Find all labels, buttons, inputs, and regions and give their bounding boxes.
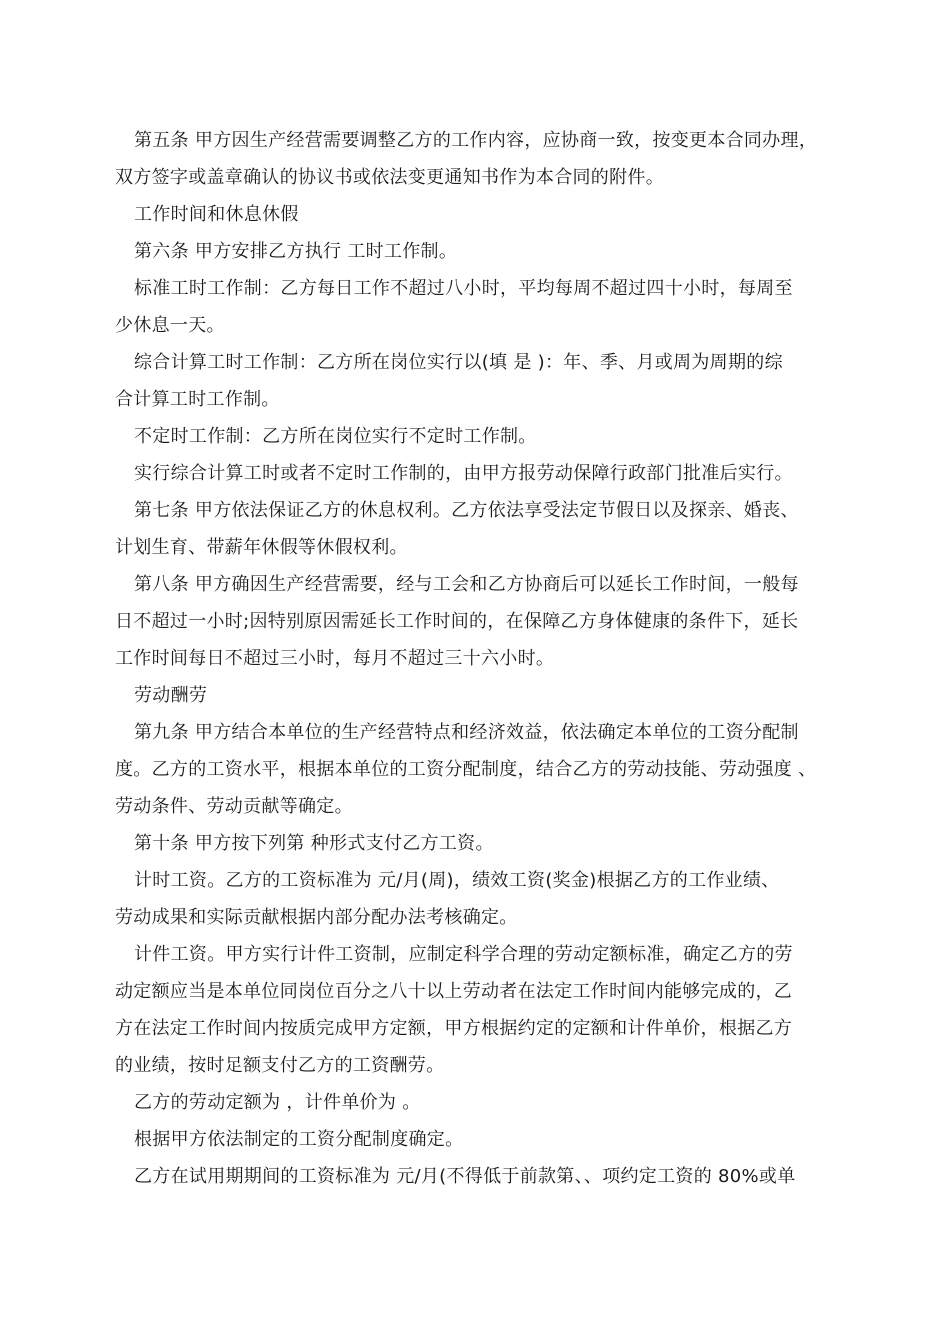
text-line: 综合计算工时工作制：乙方所在岗位实行以(填 是 )：年、季、月或周为周期的综 (134, 352, 783, 373)
text-line: 第十条 甲方按下列第 种形式支付乙方工资。 (134, 833, 494, 854)
text-line: 乙方在试用期期间的工资标准为 元/月(不得低于前款第、、项约定工资的 80%或单 (134, 1166, 796, 1187)
text-line: 工作时间每日不超过三小时，每月不超过三十六小时。 (115, 648, 555, 669)
text-line: 的业绩，按时足额支付乙方的工资酬劳。 (115, 1055, 445, 1076)
paragraph (115, 344, 845, 418)
text-line: 第五条 甲方因生产经营需要调整乙方的工作内容，应协商一致，按变更本合同办理， (134, 130, 818, 151)
paragraph (115, 196, 845, 233)
document-body (115, 122, 845, 1195)
paragraph (115, 825, 845, 862)
text-line: 度。乙方的工资水平，根据本单位的工资分配制度，结合乙方的劳动技能、劳动强度 、 (115, 759, 817, 780)
text-line: 劳动成果和实际贡献根据内部分配办法考核确定。 (115, 907, 518, 928)
text-line: 不定时工作制：乙方所在岗位实行不定时工作制。 (134, 426, 537, 447)
paragraph (115, 122, 845, 196)
paragraph (115, 492, 845, 566)
text-line: 根据甲方依法制定的工资分配制度确定。 (134, 1129, 464, 1150)
text-line: 计时工资。乙方的工资标准为 元/月(周)，绩效工资(奖金)根据乙方的工作业绩、 (134, 870, 780, 891)
text-line: 实行综合计算工时或者不定时工作制的，由甲方报劳动保障行政部门批准后实行。 (134, 463, 793, 484)
text-line: 计划生育、带薪年休假等休假权利。 (115, 537, 408, 558)
paragraph (115, 566, 845, 677)
paragraph (115, 455, 845, 492)
paragraph (115, 418, 845, 455)
text-line: 第九条 甲方结合本单位的生产经营特点和经济效益，依法确定本单位的工资分配制 (134, 722, 799, 743)
paragraph (115, 1121, 845, 1158)
text-line: 第六条 甲方安排乙方执行 工时工作制。 (134, 241, 458, 262)
text-line: 日不超过一小时;因特别原因需延长工作时间的，在保障乙方身体健康的条件下，延长 (115, 611, 799, 632)
paragraph (115, 714, 845, 825)
paragraph (115, 936, 845, 1084)
text-line: 计件工资。甲方实行计件工资制，应制定科学合理的劳动定额标准，确定乙方的劳 (134, 944, 793, 965)
text-line: 劳动条件、劳动贡献等确定。 (115, 796, 353, 817)
text-line: 乙方的劳动定额为 ，计件单价为 。 (134, 1092, 421, 1113)
paragraph (115, 862, 845, 936)
text-line: 双方签字或盖章确认的协议书或依法变更通知书作为本合同的附件。 (115, 167, 664, 188)
paragraph (115, 233, 845, 270)
text-line: 方在法定工作时间内按质完成甲方定额，甲方根据约定的定额和计件单价，根据乙方 (115, 1018, 793, 1039)
text-line: 动定额应当是本单位同岗位百分之八十以上劳动者在法定工作时间内能够完成的，乙 (115, 981, 793, 1002)
paragraph (115, 1158, 845, 1195)
paragraph (115, 677, 845, 714)
text-line: 劳动酬劳 (134, 685, 208, 706)
paragraph (115, 270, 845, 344)
text-line: 工作时间和休息休假 (134, 204, 299, 225)
text-line: 少休息一天。 (115, 315, 225, 336)
paragraph (115, 1084, 845, 1121)
text-line: 第七条 甲方依法保证乙方的休息权利。乙方依法享受法定节假日以及探亲、婚丧、 (134, 500, 799, 521)
text-line: 合计算工时工作制。 (115, 389, 280, 410)
text-line: 标准工时工作制：乙方每日工作不超过八小时，平均每周不超过四十小时，每周至 (134, 278, 793, 299)
text-line: 第八条 甲方确因生产经营需要，经与工会和乙方协商后可以延长工作时间，一般每 (134, 574, 799, 595)
